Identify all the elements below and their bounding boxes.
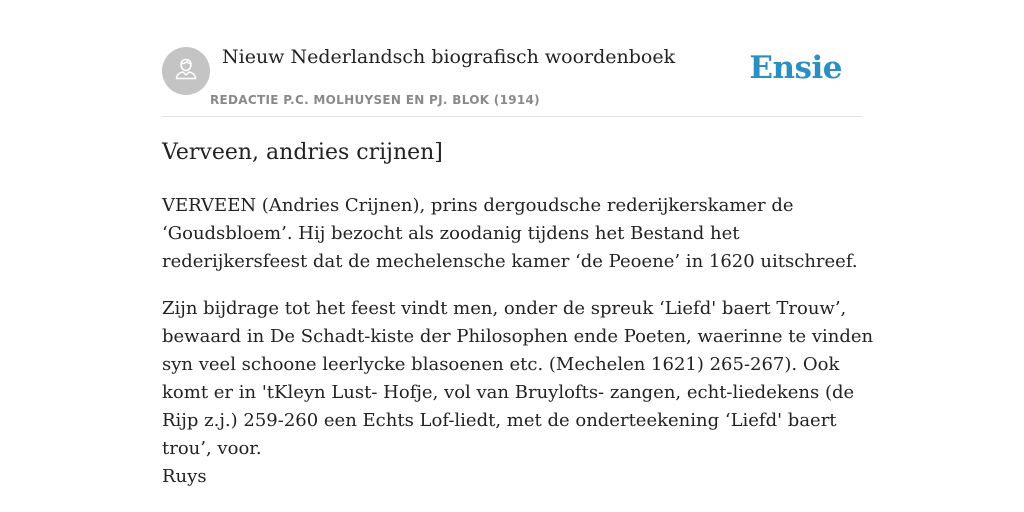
- entry-title: Verveen, andries crijnen]: [162, 140, 443, 165]
- header: [162, 0, 862, 117]
- entry-author: Ruys: [162, 466, 207, 487]
- avatar[interactable]: [162, 47, 210, 95]
- user-icon: [172, 55, 200, 87]
- editors-line: REDACTIE P.C. MOLHUYSEN EN PJ. BLOK (1914): [210, 93, 540, 107]
- ensie-logo-link[interactable]: Ensie: [749, 50, 842, 86]
- book-title[interactable]: Nieuw Nederlandsch biografisch woordenboek: [222, 46, 676, 68]
- entry-paragraph-1: VERVEEN (Andries Crijnen), prins dergoudsche rederijkerskamer de ‘Goudsbloem’. Hij bezocht als zoodanig tijdens het Bestand het rederijkersfeest dat de mechelensche kamer ‘de Peoene’ in 1620 uitschreef.: [162, 195, 858, 272]
- page: [162, 0, 874, 487]
- entry-body: [162, 192, 874, 482]
- entry-paragraph-2: Zijn bijdrage tot het feest vindt men, onder de spreuk ‘Liefd' baert Trouw’, bewaard in De Schadt-kiste der Philosophen ende Poeten, waerinne te vinden syn veel schoone leerlycke blasoenen etc. (Mechelen 1621) 265-267). Ook komt er in 'tKleyn Lust- Hofje, vol van Bruylofts- zangen, echt-liedekens (de Rijp z.j.) 259-260 een Echts Lof-liedt, met de onderteekening ‘Liefd' baert trou’, voor.: [162, 298, 874, 459]
